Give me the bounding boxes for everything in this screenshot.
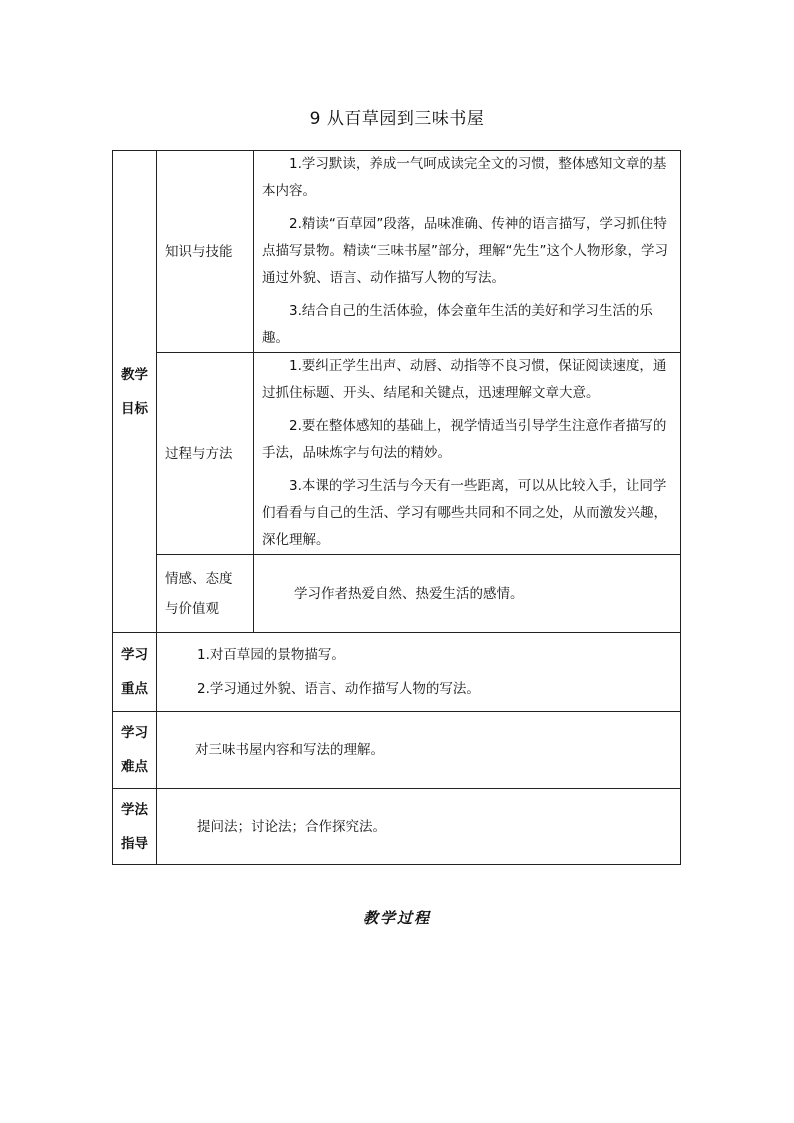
knowledge-item: 1.学习默读，养成一气呵成读完全文的习惯，整体感知文章的基本内容。 <box>262 156 667 199</box>
row-knowledge <box>113 151 681 353</box>
methods-header-line2: 指导 <box>121 835 148 852</box>
key-point-item: 2.学习通过外貌、语言、动作描写人物的写法。 <box>197 681 480 697</box>
difficulties-header-line2: 难点 <box>121 759 148 775</box>
emotion-label-line1: 情感、态度 <box>165 570 233 587</box>
key-points-header <box>113 633 157 712</box>
objectives-header-line1: 教学 <box>121 366 148 383</box>
difficulties-header-line1: 学习 <box>121 725 148 741</box>
emotion-label <box>157 555 254 633</box>
difficulties-content: 对三味书屋内容和写法的理解。 <box>157 712 681 789</box>
row-methods <box>113 789 681 865</box>
row-process <box>113 353 681 555</box>
process-content <box>254 353 681 555</box>
methods-content: 提问法；讨论法；合作探究法。 <box>157 789 681 865</box>
key-points-content <box>157 633 681 712</box>
process-item: 2.要在整体感知的基础上，视学情适当引导学生注意作者描写的手法，品味炼字与句法的精妙。 <box>262 418 667 461</box>
row-key-points <box>113 633 681 712</box>
objectives-header <box>113 151 157 633</box>
knowledge-content <box>254 151 681 353</box>
row-difficulties <box>113 712 681 789</box>
key-points-header-line1: 学习 <box>121 647 148 663</box>
knowledge-label: 知识与技能 <box>157 151 254 353</box>
lesson-plan-table <box>112 150 681 865</box>
difficulties-header <box>113 712 157 789</box>
methods-header <box>113 789 157 865</box>
page-title: 9 从百草园到三味书屋 <box>309 109 485 129</box>
emotion-label-line2: 与价值观 <box>165 600 219 617</box>
knowledge-item: 2.精读“百草园”段落，品味准确、传神的语言描写，学习抓住特点描写景物。精读“三味书屋”部分，理解“先生”这个人物形象，学习通过外貌、语言、动作描写人物的写法。 <box>262 216 668 286</box>
key-points-header-line2: 重点 <box>121 681 148 697</box>
process-item: 1.要纠正学生出声、动唇、动指等不良习惯，保证阅读速度，通过抓住标题、开头、结尾和关键点，迅速理解文章大意。 <box>262 358 667 401</box>
knowledge-item: 3.结合自己的生活体验，体会童年生活的美好和学习生活的乐趣。 <box>262 303 653 346</box>
methods-header-line1: 学法 <box>121 801 148 818</box>
section-title-teaching-process: 教学过程 <box>362 909 431 927</box>
emotion-content: 学习作者热爱自然、热爱生活的感情。 <box>254 555 681 633</box>
process-label: 过程与方法 <box>157 353 254 555</box>
row-emotion <box>113 555 681 633</box>
process-item: 3.本课的学习生活与今天有一些距离，可以从比较入手，让同学们看看与自己的生活、学习有哪些共同和不同之处，从而激发兴趣，深化理解。 <box>262 478 667 548</box>
objectives-header-line2: 目标 <box>121 400 148 417</box>
key-point-item: 1.对百草园的景物描写。 <box>197 647 345 663</box>
